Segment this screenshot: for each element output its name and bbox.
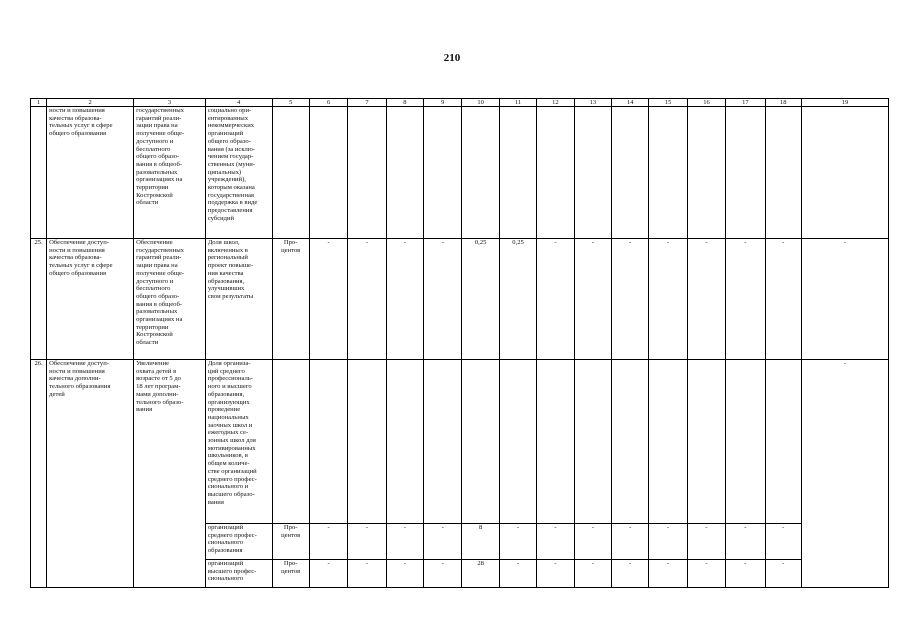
value-cell: - [765,239,801,360]
value-cell [649,360,687,524]
value-cell: - [424,560,462,588]
column-header: 12 [537,99,574,107]
column-header: 19 [801,99,888,107]
value-cell [462,107,499,239]
value-cell [309,107,347,239]
value-cell: 0,25 [462,239,499,360]
column-header: 2 [47,99,134,107]
table-row [31,239,889,360]
column-header: 11 [499,99,536,107]
indicator-table [30,98,889,588]
value-cell: - [649,239,687,360]
value-cell [537,360,574,524]
value-cell: - [499,524,536,560]
value-cell [574,360,611,524]
value-cell [309,360,347,524]
unit-text: Про- центов [281,560,301,575]
value-cell [348,107,386,239]
value-cell [348,360,386,524]
column-header: 9 [424,99,462,107]
value-cell: - [574,560,611,588]
value-cell: 0,25 [499,239,536,360]
value-cell [499,360,536,524]
goal-text: Обеспечение доступ- ности и повышения качества образова- тельных услуг в сфере общего образования [49,239,113,277]
value-cell [726,360,765,524]
column-header: 1 [31,99,47,107]
value-cell [499,107,536,239]
column-header: 18 [765,99,801,107]
indicator-text: социально ори- ентированных некоммерческих организаций общего образо- вания (за исклю- чением государ- ственных (муни- ципальных) учреждений), которым оказана государственная поддержка в виде предоставления субсидий [207,107,258,222]
value-cell: - [726,524,765,560]
indicator-text: Доля школ, включенных в региональный проект повыше- ния качества образования, улучшивших свои результаты [207,239,254,300]
value-cell: - [687,560,725,588]
value-cell: - [386,560,423,588]
column-header: 3 [134,99,206,107]
value-cell: - [309,560,347,588]
value-cell: - [801,360,888,588]
column-header: 6 [309,99,347,107]
value-cell: - [687,239,725,360]
value-cell [765,107,801,239]
value-cell: - [649,524,687,560]
value-cell: - [612,239,649,360]
value-cell [574,107,611,239]
row-number: 26. [31,360,47,588]
value-cell: - [424,239,462,360]
indicator-text: организаций среднего профес- сионального образования [207,524,257,555]
value-cell: - [612,560,649,588]
goal-text: ности и повышения качества образова- тельных услуг в сфере общего образования [49,107,113,138]
task-text: государственных гарантий реали- зации права на получение обще- доступного и бесплатного общего образо- вания в общеоб- разовательных организациях на территории Костромской области [136,107,185,207]
value-cell: - [726,560,765,588]
column-header: 16 [687,99,725,107]
value-cell: - [537,524,574,560]
value-cell [424,360,462,524]
value-cell: - [499,560,536,588]
unit-text: Про- центов [281,239,301,254]
value-cell: - [765,560,801,588]
value-cell [537,107,574,239]
value-cell: - [386,524,423,560]
value-cell [765,360,801,524]
value-cell: - [348,524,386,560]
value-cell: 28 [462,560,499,588]
column-number-row [31,99,889,107]
column-header: 14 [612,99,649,107]
value-cell: - [612,524,649,560]
value-cell [687,360,725,524]
value-cell: - [649,560,687,588]
value-cell: - [765,524,801,560]
value-cell: - [801,239,888,360]
unit-text: Про- центов [281,524,301,539]
value-cell: - [424,524,462,560]
indicator-text: организаций высшего профес- сионального [207,560,257,583]
indicator-text: Доля организа- ций среднего профессиональ- ного и высшего образования, организующих проведение национальных заочных школ и ежегодных се- зонных школ для мотивированных школьников, в общем количе- стве организаций среднего профес- сионального и высшего образо- вания [207,360,257,506]
value-cell [726,107,765,239]
value-cell: - [574,239,611,360]
value-cell [424,107,462,239]
value-cell: - [386,239,423,360]
column-header: 13 [574,99,611,107]
task-text: Обеспечение государственных гарантий реали- зации права на получение обще- доступного и бесплатного общего образо- вания в общеоб- разовательных организациях на территории Костромской области [136,239,185,347]
row-number [31,107,47,239]
goal-text: Обеспечение доступ- ности и повышения качества дополни- тельного образования детей [49,360,111,398]
value-cell: - [348,239,386,360]
value-cell: - [726,239,765,360]
column-header: 5 [272,99,309,107]
value-cell: - [309,239,347,360]
column-header: 17 [726,99,765,107]
column-header: 15 [649,99,687,107]
table-row [31,107,889,239]
value-cell: - [574,524,611,560]
column-header: 7 [348,99,386,107]
row-number: 25. [31,239,47,360]
value-cell: - [687,524,725,560]
value-cell: - [537,560,574,588]
task-text: Увеличение охвата детей в возрасте от 5 до 18 лет програм- мами дополни- тельного образо- вания [136,360,184,414]
value-cell [462,360,499,524]
value-cell: - [348,560,386,588]
value-cell [612,360,649,524]
value-cell: - [309,524,347,560]
page-number: 210 [443,52,461,64]
value-cell [801,107,888,239]
table-row [31,360,889,524]
column-header: 8 [386,99,423,107]
value-cell: - [537,239,574,360]
value-cell [386,360,423,524]
value-cell [687,107,725,239]
value-cell: 8 [462,524,499,560]
value-cell [649,107,687,239]
column-header: 10 [462,99,499,107]
value-cell [612,107,649,239]
column-header: 4 [205,99,272,107]
value-cell [386,107,423,239]
